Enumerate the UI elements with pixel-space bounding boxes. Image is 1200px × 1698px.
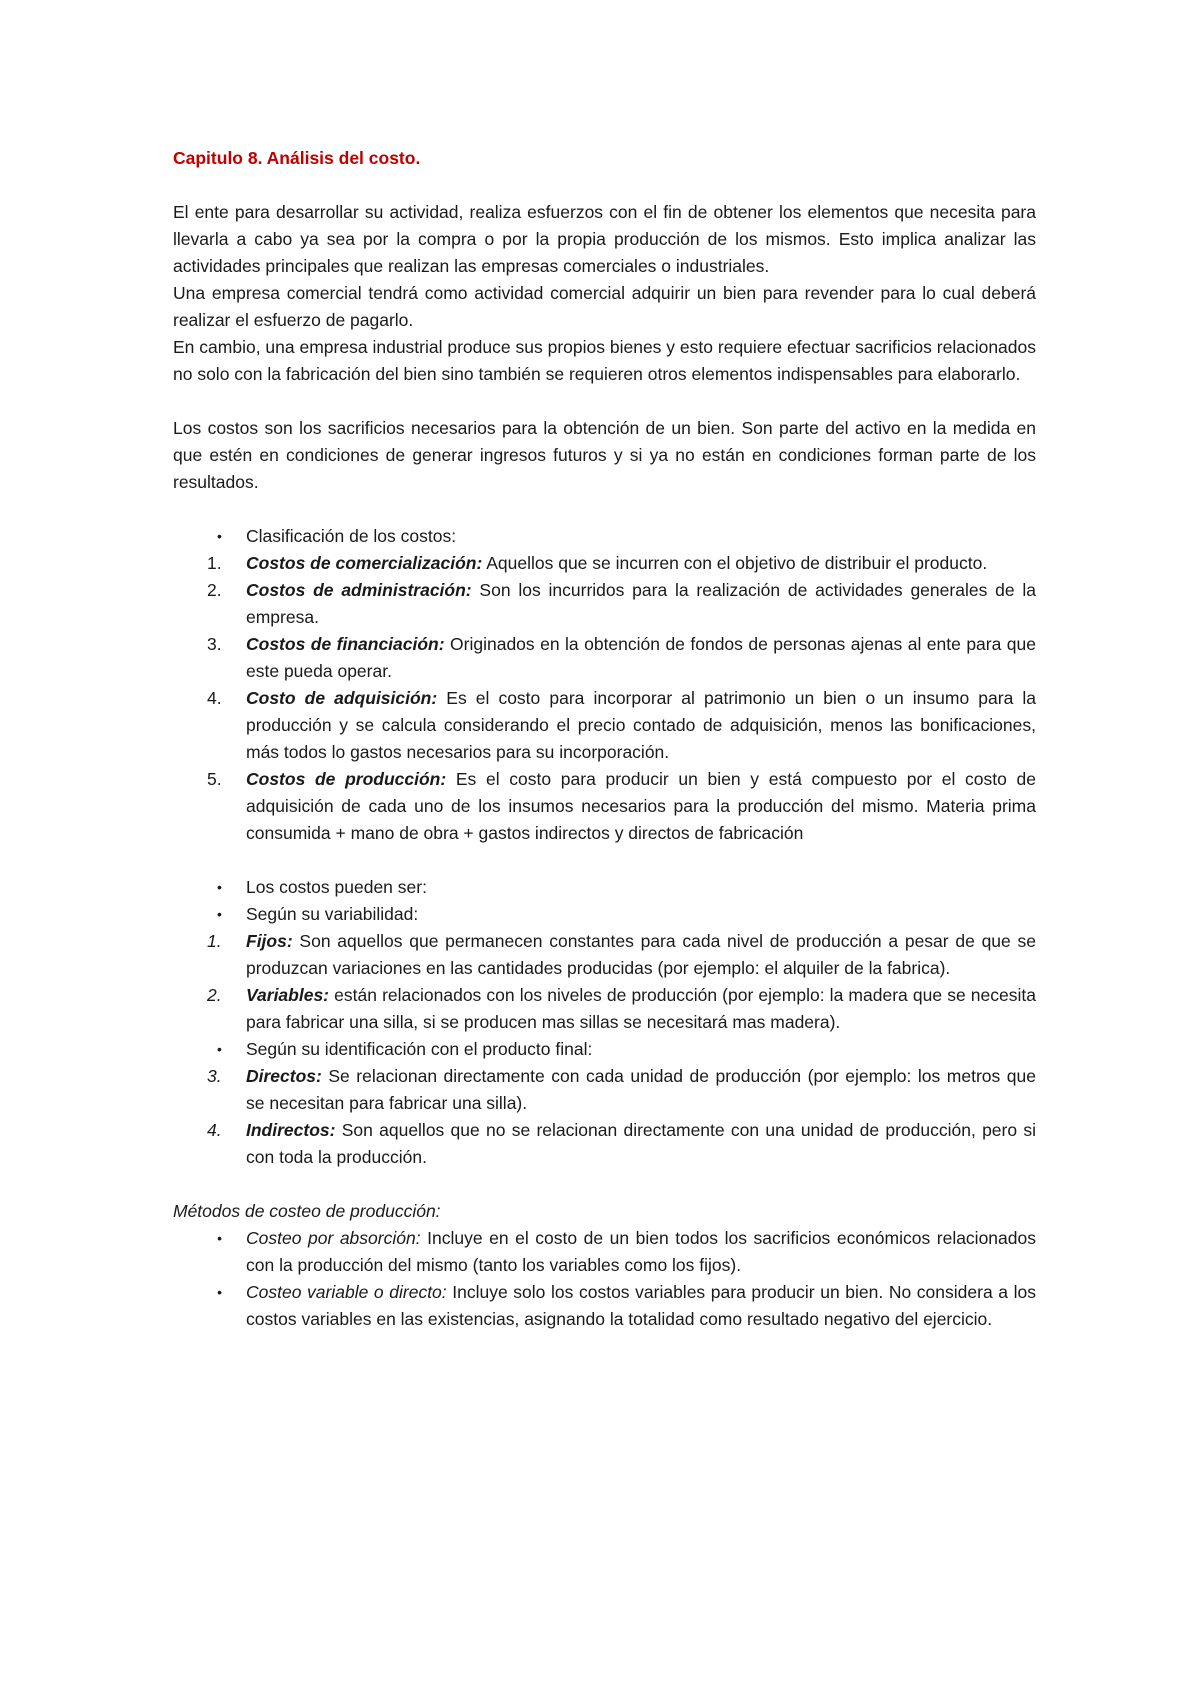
list-item <box>173 631 1036 685</box>
list-item <box>173 766 1036 847</box>
list-item <box>173 523 1036 550</box>
item-text: Es el costo para incorporar al patrimonio un bien o un insumo para la producción y se calcula considerando el precio contado de adquisición, menos las bonificaciones, más todos lo gastos necesarios para su incorporación. <box>246 688 1036 762</box>
variabilidad-heading: Según su variabilidad: <box>246 904 419 924</box>
bullet-icon: • <box>217 1230 222 1246</box>
spacer <box>173 847 1036 874</box>
list-item <box>173 874 1036 901</box>
comercial-paragraph: Una empresa comercial tendrá como actividad comercial adquirir un bien para revender para lo cual deberá realizar el esfuerzo de pagarlo. <box>173 283 1036 330</box>
list-item <box>173 550 1036 577</box>
item-lead: Costeo variable o directo: <box>246 1282 447 1302</box>
item-lead: Costos de producción: <box>246 769 447 789</box>
item-text: Incluye en el costo de un bien todos los sacrificios económicos relacionados con la producción del mismo (tanto los variables como los fijos). <box>246 1228 1036 1275</box>
list-item <box>173 1117 1036 1171</box>
costos-definition-paragraph: Los costos son los sacrificios necesarios para la obtención de un bien. Son parte del activo en la medida en que estén en condiciones de generar ingresos futuros y si ya no están en condiciones forman parte de los resultados. <box>173 418 1036 492</box>
item-lead: Variables: <box>246 985 330 1005</box>
document-page <box>173 145 1036 1333</box>
list-item <box>173 1225 1036 1279</box>
item-text: Se relacionan directamente con cada unidad de producción (por ejemplo: los metros que se necesitan para fabricar una silla). <box>246 1066 1036 1113</box>
item-text: Incluye solo los costos variables para producir un bien. No considera a los costos variables en las existencias, asignando la totalidad como resultado negativo del ejercicio. <box>246 1282 1036 1329</box>
item-text: Originados en la obtención de fondos de personas ajenas al ente para que este pueda operar. <box>246 634 1036 681</box>
spacer <box>173 496 1036 523</box>
item-text: Son aquellos que no se relacionan directamente con una unidad de producción, pero si con toda la producción. <box>246 1120 1036 1167</box>
clasificacion-list <box>173 523 1036 847</box>
industrial-paragraph: En cambio, una empresa industrial produce sus propios bienes y esto requiere efectuar sacrificios relacionados no solo con la fabricación del bien sino también se requieren otros elementos indispensables para elaborarlo. <box>173 337 1036 384</box>
item-lead: Costeo por absorción: <box>246 1228 421 1248</box>
list-number: 2. <box>207 580 222 600</box>
metodos-heading: Métodos de costeo de producción: <box>173 1201 441 1221</box>
list-number: 5. <box>207 769 222 789</box>
item-text: Son los incurridos para la realización de actividades generales de la empresa. <box>246 580 1036 627</box>
tipos-list <box>173 874 1036 1171</box>
list-number: 4. <box>207 1120 222 1140</box>
item-lead: Costo de adquisición: <box>246 688 438 708</box>
bullet-icon: • <box>217 1284 222 1300</box>
item-lead: Indirectos: <box>246 1120 336 1140</box>
spacer <box>173 388 1036 415</box>
item-lead: Costos de financiación: <box>246 634 445 654</box>
item-lead: Directos: <box>246 1066 322 1086</box>
tipos-heading: Los costos pueden ser: <box>246 877 427 897</box>
list-item <box>173 1036 1036 1063</box>
item-lead: Fijos: <box>246 931 293 951</box>
item-lead: Costos de comercialización: <box>246 553 483 573</box>
list-number: 3. <box>207 634 222 654</box>
list-item <box>173 928 1036 982</box>
chapter-title: Capitulo 8. Análisis del costo. <box>173 148 421 168</box>
intro-paragraph: El ente para desarrollar su actividad, realiza esfuerzos con el fin de obtener los elementos que necesita para llevarla a cabo ya sea por la compra o por la propia producción de los mismos. Esto implica analizar las actividades principales que realizan las empresas comerciales o industriales. <box>173 202 1036 276</box>
spacer <box>173 1171 1036 1198</box>
list-item <box>173 1279 1036 1333</box>
metodos-list <box>173 1225 1036 1333</box>
item-text: Es el costo para producir un bien y está compuesto por el costo de adquisición de cada uno de los insumos necesarios para la producción del mismo. Materia prima consumida + mano de obra + gastos indirectos y directos de fabricación <box>246 769 1036 843</box>
item-text: están relacionados con los niveles de producción (por ejemplo: la madera que se necesita para fabricar una silla, si se producen mas sillas se necesitará mas madera). <box>246 985 1036 1032</box>
item-lead: Costos de administración: <box>246 580 472 600</box>
list-number: 2. <box>207 985 222 1005</box>
list-item <box>173 685 1036 766</box>
bullet-icon: • <box>217 906 222 922</box>
list-number: 1. <box>207 931 222 951</box>
list-number: 1. <box>207 553 222 573</box>
list-item <box>173 1063 1036 1117</box>
list-number: 3. <box>207 1066 222 1086</box>
list-item <box>173 577 1036 631</box>
list-number: 4. <box>207 688 222 708</box>
bullet-icon: • <box>217 1041 222 1057</box>
item-text: Son aquellos que permanecen constantes para cada nivel de producción a pesar de que se produzcan variaciones en las cantidades producidas (por ejemplo: el alquiler de la fabrica). <box>246 931 1036 978</box>
list-item <box>173 901 1036 928</box>
identificacion-heading: Según su identificación con el producto final: <box>246 1039 593 1059</box>
bullet-icon: • <box>217 528 222 544</box>
item-text: Aquellos que se incurren con el objetivo de distribuir el producto. <box>482 553 988 573</box>
clasificacion-heading: Clasificación de los costos: <box>246 526 457 546</box>
list-item <box>173 982 1036 1036</box>
bullet-icon: • <box>217 879 222 895</box>
